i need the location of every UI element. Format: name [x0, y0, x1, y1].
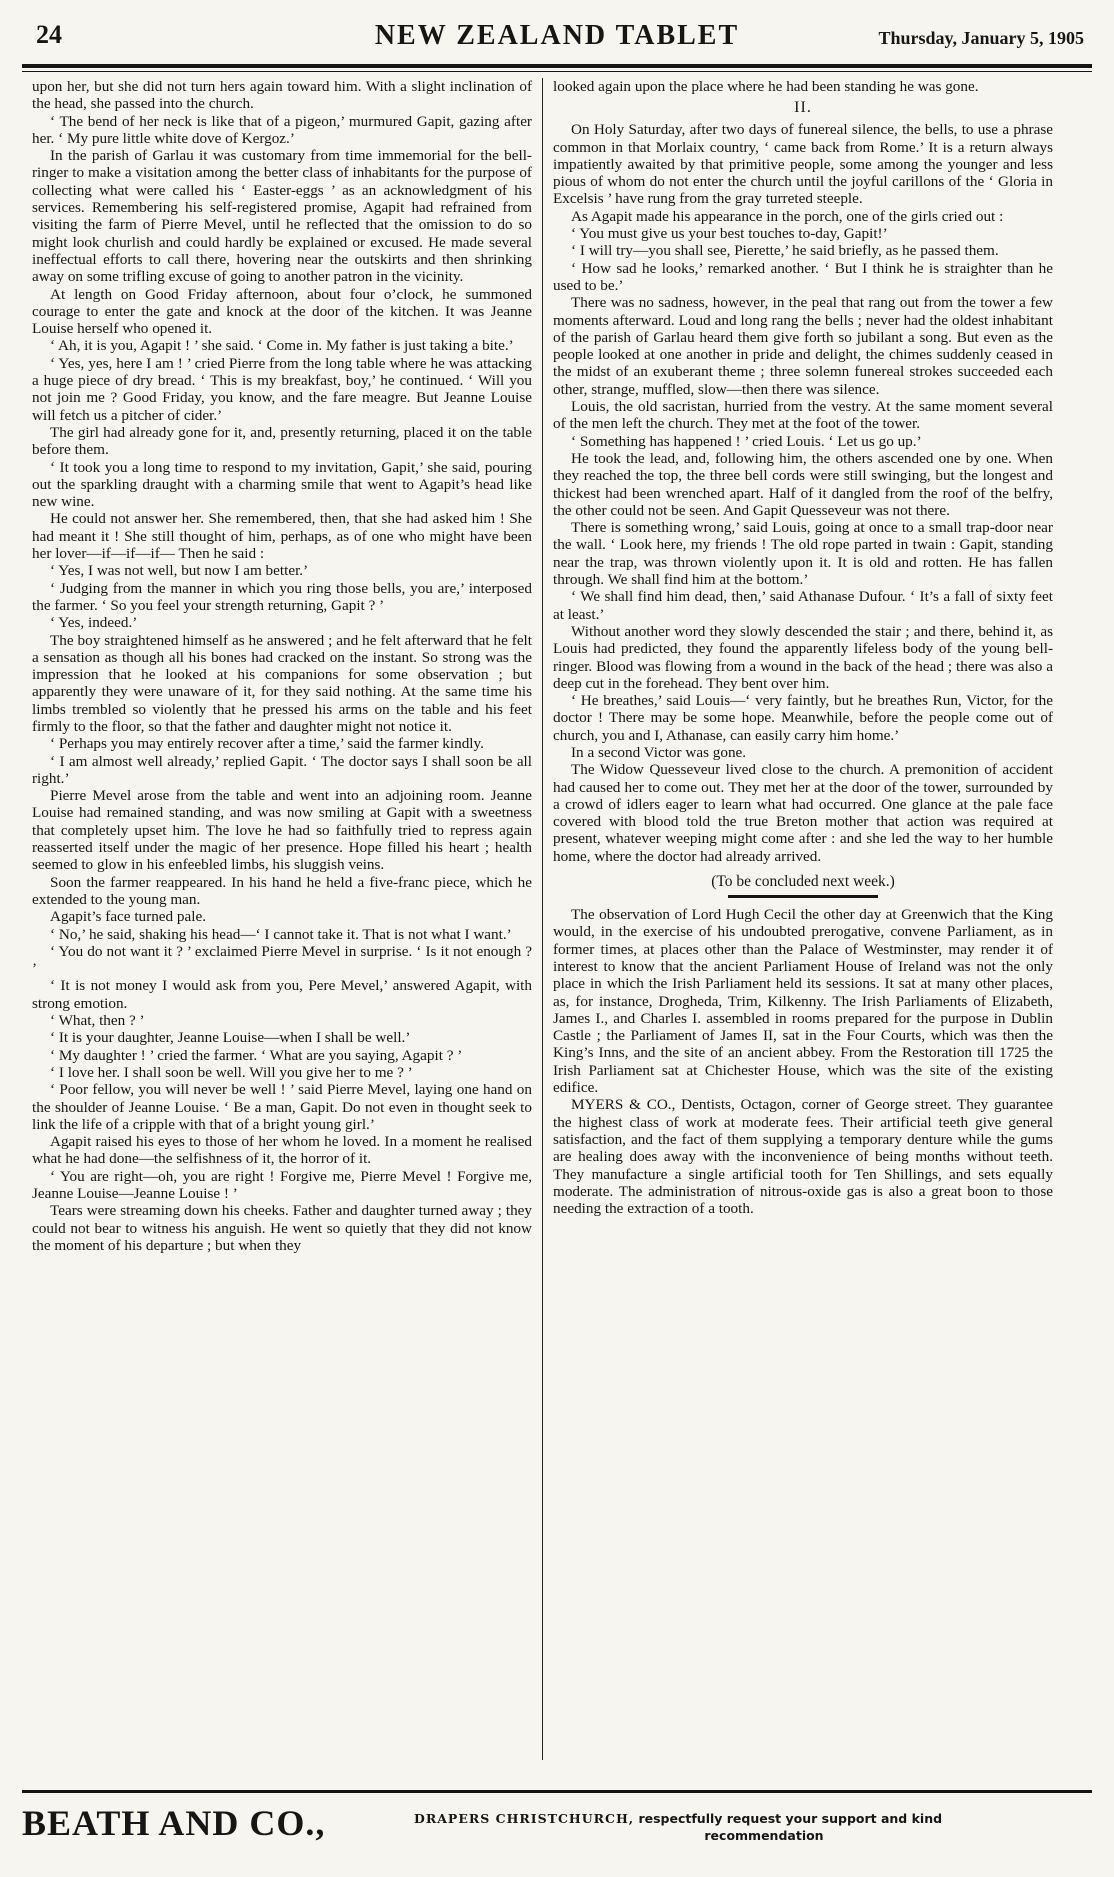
paragraph: ‘ I will try—you shall see, Pierette,’ he said briefly, as he passed them.: [571, 242, 999, 260]
paragraph: ‘ He breathes,’ said Louis—‘ very faintly, but he breathes Run, Victor, for the doctor ! There may be some hope. Meanwhile, before the people come out of church, you and I, Athanase, can easily carry him home.’: [553, 692, 1053, 744]
columns: [22, 78, 1092, 1760]
masthead-rule-thin: [22, 71, 1092, 72]
paragraph: ‘ Poor fellow, you will never be well ! ’ said Pierre Mevel, laying one hand on the shoulder of Jeanne Louise. ‘ Be a man, Gapit. Do not even in thought seek to link the life of a cripple with that of a bright young girl.’: [32, 1081, 532, 1133]
paragraph: ‘ It took you a long time to respond to my invitation, Gapit,’ she said, pouring out the sparkling draught with a charming smile that went to Agapit’s head like new wine.: [32, 458, 532, 511]
paragraph: The Widow Quesseveur lived close to the church. A premonition of accident had caused her to come out. They met her at the door of the tower, surrounded by a crowd of idlers eager to learn what had occurred. One glance at the pale face covered with blood told the true Breton mother that action was required at present, whatever weeping might come after : and she led the way to her humble home, where the doctor had already arrived.: [553, 761, 1053, 865]
paragraph: On Holy Saturday, after two days of funereal silence, the bells, to use a phrase common in that Morlaix country, ‘ came back from Rome.’ It is a return always impatiently awaited by that primitive people, some among the younger and less pious of whom do not enter the church until the joyful carillons of the ‘ Gloria in Excelsis ’ have rung from the gray turreted steeple.: [553, 121, 1053, 208]
left-column: [22, 78, 542, 1760]
paragraph: ‘ Yes, I was not well, but now I am better.’: [50, 562, 309, 580]
masthead: [22, 14, 1092, 54]
paragraph: Pierre Mevel arose from the table and went into an adjoining room. Jeanne Louise had remained standing, and was now smiling at Gapit with a sweetness that completely upset him. The love he had so faithfully tried to repress again reasserted itself under the magic of her presence. Hope filled his heart ; health seemed to glow in his enfeebled limbs, his sluggish veins.: [32, 787, 532, 874]
paragraph: Soon the farmer reappeared. In his hand he held a five-franc piece, which he extended to the young man.: [32, 873, 532, 908]
story-section-two: [553, 121, 1053, 865]
article-separator: [728, 895, 878, 898]
paragraph: ‘ Judging from the manner in which you ring those bells, you are,’ interposed the farmer. ‘ So you feel your strength returning, Gapit ? ’: [32, 579, 532, 614]
paragraph: ‘ You must give us your best touches to-day, Gapit!’: [571, 225, 888, 243]
story-continuation: looked again upon the place where he had been standing he was gone.: [553, 78, 979, 95]
advertisement-lead: DRAPERS CHRISTCHURCH,: [414, 1811, 635, 1826]
paragraph: ‘ You do not want it ? ’ exclaimed Pierre Mevel in surprise. ‘ Is it not enough ? ’: [32, 942, 532, 978]
paragraph: There was no sadness, however, in the peal that rang out from the tower a few moments afterward. Loud and long rang the bells ; never had the oldest inhabitant of the parish of Garlau heard them give forth so jubilant a song. But even as the people looked at one another in pride and delight, the chimes suddenly ceased in the midst of an exuberant theme ; three solemn funereal strokes succeeded each other, strange, muffled, slow—then there was silence.: [553, 294, 1053, 398]
paragraph: ‘ Ah, it is you, Agapit ! ’ she said. ‘ Come in. My father is just taking a bite.’: [50, 337, 514, 355]
paragraph: Louis, the old sacristan, hurried from the vestry. At the same moment several of the men left the church. They met at the foot of the tower.: [553, 398, 1053, 433]
advertisement-tail: recommendation: [704, 1828, 824, 1843]
footer-rule: [22, 1790, 1092, 1793]
paragraph: At length on Good Friday afternoon, about four o’clock, he summoned courage to enter the gate and knock at the door of the kitchen. It was Jeanne Louise herself who opened it.: [32, 285, 532, 338]
to-be-concluded-note: (To be concluded next week.): [711, 873, 895, 891]
paragraph: ‘ It is not money I would ask from you, Pere Mevel,’ answered Agapit, with strong emotion.: [32, 977, 532, 1012]
paragraph: ‘ You are right—oh, you are right ! Forgive me, Pierre Mevel ! Forgive me, Jeanne Louise—Jeanne Louise ! ’: [32, 1167, 532, 1202]
paragraph: In a second Victor was gone.: [571, 743, 747, 761]
paragraph: ‘ Yes, indeed.’: [50, 614, 138, 632]
right-column: [543, 78, 1063, 1760]
paragraph: The boy straightened himself as he answered ; and he felt afterward that he felt a sensation as though all his bones had cracked on the instant. So strong was the impression that he looked at his companions for some observation ; but apparently they were unaware of it, for they said nothing. At the same time his limbs trembled so violently that he pressed his arms on the table and his feet firmly to the floor, so that the father and daughter might not notice it.: [32, 631, 532, 735]
advertisement-text: [414, 1810, 974, 1844]
paragraph: ‘ Yes, yes, here I am ! ’ cried Pierre from the long table where he was attacking a huge piece of dry bread. ‘ This is my breakfast, boy,’ he continued. ‘ Will you not join me ? Good Friday, you know, and the fare meagre. But Jeanne Louise will fetch us a pitcher of cider.’: [32, 354, 532, 424]
paragraph: ‘ My daughter ! ’ cried the farmer. ‘ What are you saying, Agapit ? ’: [50, 1046, 463, 1064]
paragraph: MYERS & CO., Dentists, Octagon, corner of George street. They guarantee the highest class of work at moderate fees. Their artificial teeth give general satisfaction, and the fact of them supplying a temporary denture while the gums are healing does away with the inconvenience of being months without teeth. They manufacture a single artificial tooth for Ten Shillings, and sets equally moderate. The administration of nitrous-oxide gas is also a great boon to those needing the extraction of a tooth.: [553, 1096, 1053, 1218]
news-items: [553, 906, 1053, 1217]
paragraph: ‘ How sad he looks,’ remarked another. ‘ But I think he is straighter than he used to be.’: [553, 259, 1053, 294]
section-heading: II.: [794, 99, 812, 117]
paragraph: As Agapit made his appearance in the porch, one of the girls cried out :: [571, 207, 1004, 225]
paragraph: There is something wrong,’ said Louis, going at once to a small trap-door near the wall. ‘ Look here, my friends ! The old rope parted in twain : Gapit, standing near the trap, was thrown violently upon it. It is old and rotten. He has fallen through. We shall find him at the bottom.’: [553, 519, 1053, 589]
paragraph: ‘ Perhaps you may entirely recover after a time,’ said the farmer kindly.: [50, 735, 484, 753]
issue-date: Thursday, January 5, 1905: [878, 28, 1084, 48]
advertisement-banner: [22, 1790, 1092, 1850]
masthead-rule: [22, 64, 1092, 68]
paragraph: He took the lead, and, following him, the others ascended one by one. When they reached the top, the three bell cords were still swinging, but the longest and thickest had been wrenched apart. Half of it dangled from the roof of the belfry, the other could not be seen. And Gapit Quesseveur was not there.: [553, 449, 1053, 519]
advertisement-message: respectfully request your support and kind: [638, 1811, 943, 1826]
paragraph: ‘ Something has happened ! ’ cried Louis. ‘ Let us go up.’: [571, 432, 922, 450]
paragraph: The observation of Lord Hugh Cecil the other day at Greenwich that the King would, in the exercise of his undoubted prerogative, convene Parliament, as in former times, at places other than the Palace of Westminster, may render it of interest to know that the ancient Parliament House of Ireland was not the only place in which the Irish Parliament held its sessions. It sat at many other places, as, for instance, Drogheda, Trim, Kilkenny. The Irish Parliaments of Elizabeth, James I., and Charles I. assembled in rooms prepared for the purpose in Dublin Castle ; the Parliament of James II, sat in the Four Courts, which was then the King’s Inns, and the site of an ancient abbey. From the Restoration till 1725 the Irish Parliament sat at Chichester House, which was the site of the existing edifice.: [553, 906, 1053, 1097]
paragraph: ‘ I am almost well already,’ replied Gapit. ‘ The doctor says I shall soon be all right.’: [32, 752, 532, 787]
paragraph: Tears were streaming down his cheeks. Father and daughter turned away ; they could not bear to witness his anguish. He went so quietly that they did not know the moment of his departure ; but when they: [32, 1202, 532, 1254]
paragraph: ‘ We shall find him dead, then,’ said Athanase Dufour. ‘ It’s a fall of sixty feet at least.’: [553, 588, 1053, 623]
advertiser-name: BEATH AND CO.,: [22, 1803, 326, 1843]
paragraph: The girl had already gone for it, and, presently returning, placed it on the table before them.: [32, 423, 532, 459]
paragraph: In the parish of Garlau it was customary from time immemorial for the bell-ringer to make a visitation among the better class of inhabitants for the purpose of collecting what were called his ‘ Easter-eggs ’ as an acknowledgment of his services. Remembering his self-registered promise, Agapit had refrained from visiting the farm of Pierre Mevel, until he reflected that the omission to do so might look churlish and could hardly be explained or excused. He made several ineffectual efforts to call there, hovering near the outskirts and then shrinking away on some trifling excuse of going to another patron in the vicinity.: [32, 147, 532, 286]
paragraph: ‘ I love her. I shall soon be well. Will you give her to me ? ’: [50, 1063, 413, 1081]
paragraph: ‘ It is your daughter, Jeanne Louise—when I shall be well.’: [50, 1029, 411, 1047]
paragraph: upon her, but she did not turn hers again toward him. With a slight inclination of the head, she passed into the church.: [32, 78, 532, 113]
paragraph: Agapit’s face turned pale.: [50, 908, 207, 926]
paragraph: ‘ No,’ he said, shaking his head—‘ I cannot take it. That is not what I want.’: [50, 925, 512, 943]
paragraph: ‘ What, then ? ’: [50, 1012, 145, 1030]
paragraph: ‘ The bend of her neck is like that of a pigeon,’ murmured Gapit, gazing after her. ‘ My pure little white dove of Kergoz.’: [32, 112, 532, 147]
paragraph: Without another word they slowly descended the stair ; and there, behind it, as Louis had predicted, they found the apparently lifeless body of the young bell-ringer. Blood was flowing from a wound in the back of the head ; there was also a deep cut in the forehead. They bent over him.: [553, 622, 1053, 692]
page-number: 24: [36, 20, 62, 49]
paragraph: Agapit raised his eyes to those of her whom he loved. In a moment he realised what he had done—the selfishness of it, the horror of it.: [32, 1133, 532, 1168]
paragraph: He could not answer her. She remembered, then, that she had asked him ! She had meant it ! She still thought of him, perhaps, as of one who might have been her lover—if—if—if— Then he said :: [32, 510, 532, 563]
newspaper-title: NEW ZEALAND TABLET: [374, 20, 740, 51]
